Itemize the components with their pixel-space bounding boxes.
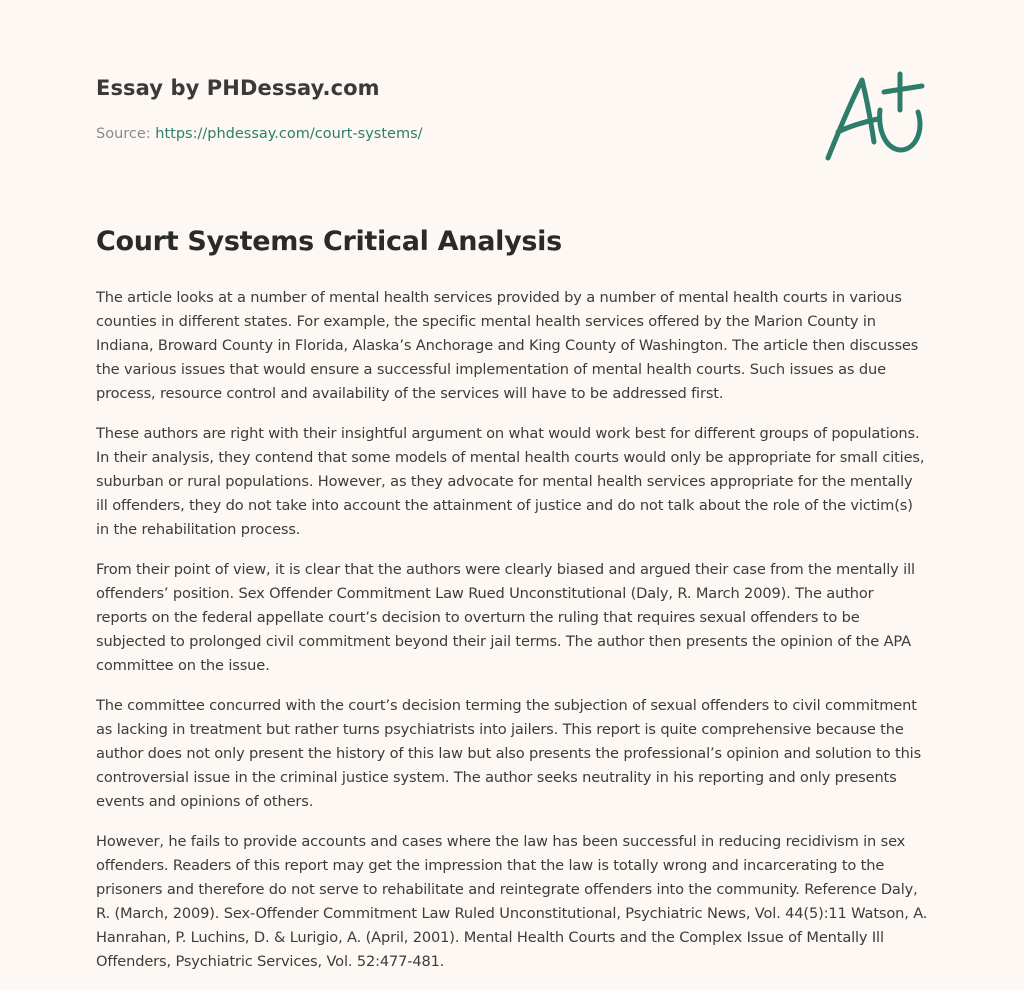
essay-paragraph: From their point of view, it is clear that the authors were clearly biased and argued their case from the mentally ill offenders’ position. Sex Offender Commitment Law Rued Unconstitutional (Daly, R. March 2009). The author reports on the federal appellate court’s decision to overturn the ruling that requires sexual offenders to be subjected to prolonged civil commitment beyond their jail terms. The author then presents the opinion of the APA committee on the issue. — [96, 561, 915, 674]
essay-paragraph: The committee concurred with the court’s decision terming the subjection of sexual offenders to civil commitment as lacking in treatment but rather turns psychiatrists into jailers. This report is quite comprehensive because the author does not only present the history of this law but also presents the professional’s opinion and solution to this controversial issue in the criminal justice system. The author seeks neutrality in his reporting and only presents events and opinions of others. — [96, 697, 922, 810]
essay-paragraph: However, he fails to provide accounts and cases where the law has been successful in reducing recidivism in sex offenders. Readers of this report may get the impression that the law is totally wrong and incarcerating to the prisoners and therefore do not serve to rehabilitate and reintegrate offenders into the community. Reference Daly, R. (March, 2009). Sex-Offender Commitment Law Ruled Unconstitutional, Psychiatric News, Vol. 44(5):11 Watson, A. Hanrahan, P. Luchins, D. & Lurigio, A. (April, 2001). Mental Health Courts and the Complex Issue of Mentally Ill Offenders, Psychiatric Services, Vol. 52:477-481. — [96, 833, 928, 970]
essay-paragraph: These authors are right with their insightful argument on what would work best for different groups of populations. In their analysis, they contend that some models of mental health courts would only be appropriate for small cities, suburban or rural populations. However, as they advocate for mental health services appropriate for the mentally ill offenders, they do not take into account the attainment of justice and do not talk about the role of the victim(s) in the rehabilitation process. — [96, 425, 925, 538]
source-label: Source: — [96, 126, 151, 142]
essay-title: Court Systems Critical Analysis — [96, 226, 562, 257]
page-header — [96, 76, 696, 142]
source-link[interactable]: https://phdessay.com/court-systems/ — [155, 126, 423, 142]
source-line — [96, 126, 696, 142]
brand-title: Essay by PHDessay.com — [96, 76, 380, 100]
essay-paragraph: The article looks at a number of mental health services provided by a number of mental health courts in various counties in different states. For example, the specific mental health services offered by the Marion County in Indiana, Broward County in Florida, Alaska’s Anchorage and King County of Washington. The article then discusses the various issues that would ensure a successful implementation of mental health courts. Such issues as due process, resource control and availability of the services will have to be addressed first. — [96, 289, 919, 402]
essay-body — [96, 286, 928, 990]
a-plus-logo-icon — [820, 66, 930, 166]
